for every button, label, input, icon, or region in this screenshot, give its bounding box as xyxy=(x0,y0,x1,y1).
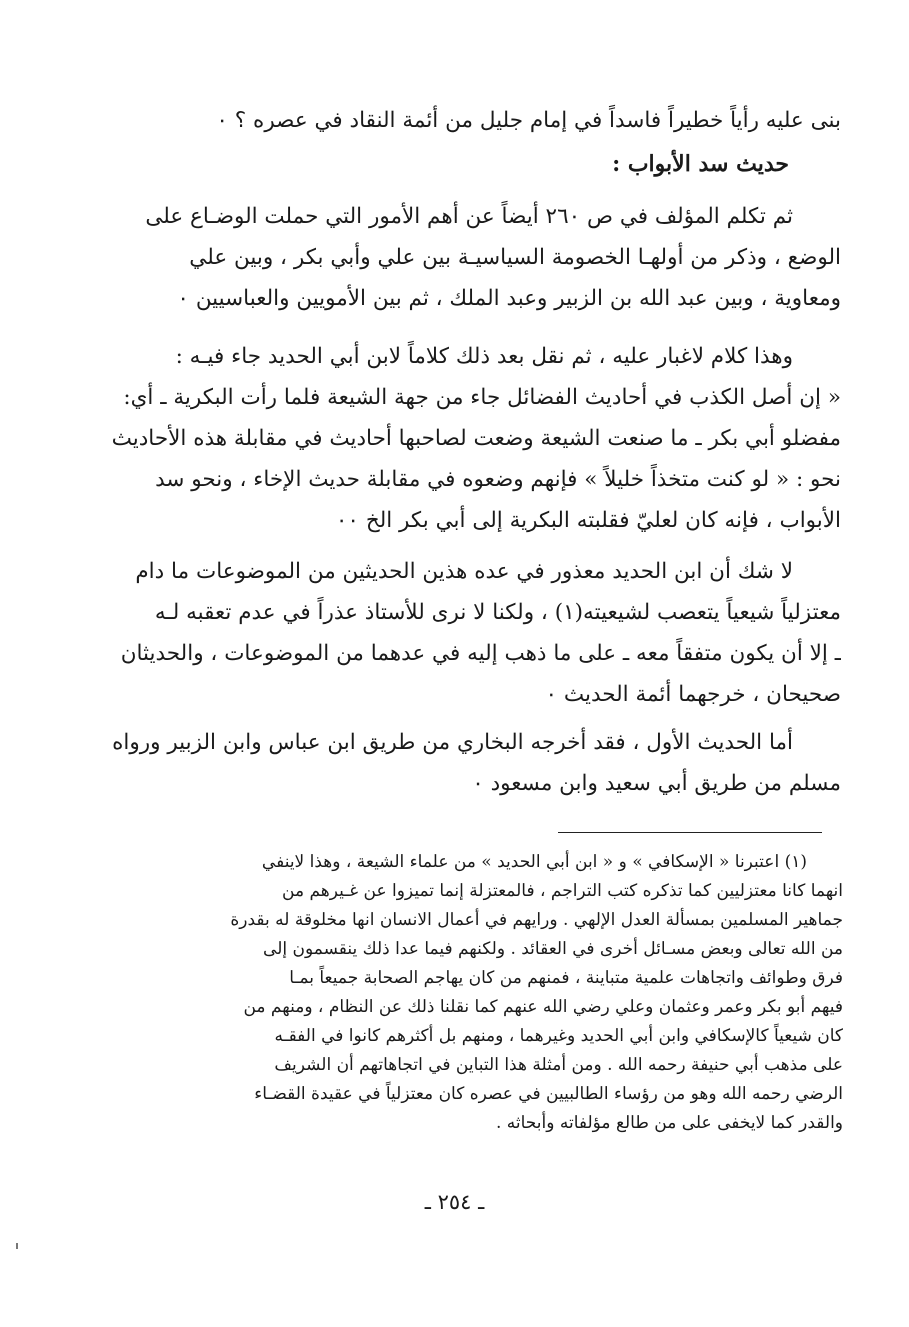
text-line: ومعاوية ، وبين عبد الله بن الزبير وعبد الملك ، ثم بين الأمويين والعباسيين ٠ xyxy=(177,286,841,311)
text-line: مسلم من طريق أبي سعيد وابن مسعود ٠ xyxy=(472,771,841,796)
paragraph-1 xyxy=(89,196,841,319)
footnote-line: والقدر كما لايخفى على من طالع مؤلفاته وأبحاثه . xyxy=(495,1113,843,1133)
text-line: الأبواب ، فإنه كان لعليّ فقلبته البكرية إلى أبي بكر الخ ٠٠ xyxy=(335,508,841,533)
footnote-line: الرضي رحمه الله وهو من رؤساء الطالبيين في عصره كان معتزلياً في عقيدة القضـاء xyxy=(254,1084,843,1104)
text-line: نحو : « لو كنت متخذاً خليلاً » فإنهم وضعوه في مقابلة حديث الإخاء ، ونحو سد xyxy=(155,467,841,492)
text-line: لا شك أن ابن الحديد معذور في عده هذين الحديثين من الموضوعات ما دام xyxy=(135,559,793,584)
text-line: ثم تكلم المؤلف في ص ٢٦٠ أيضاً عن أهم الأمور التي حملت الوضـاع على xyxy=(145,204,793,229)
text-line: بنى عليه رأياً خطيراً فاسداً في إمام جليل من أئمة النقاد في عصره ؟ ٠ xyxy=(216,108,841,133)
footnote-separator xyxy=(558,832,822,833)
text-line: الوضع ، وذكر من أولهـا الخصومة السياسيـة بين علي وأبي بكر ، وبين علي xyxy=(189,245,841,270)
footnote-line: فيهم أبو بكر وعمر وعثمان وعلي رضي الله عنهم كما نقلنا ذلك عن النظام ، ومنهم من xyxy=(243,997,843,1017)
footnote-line: انهما كانا معتزليين كما تذكره كتب التراجم ، فالمعتزلة إنما تميزوا عن غـيرهم من xyxy=(282,881,843,901)
footnote-line: جماهير المسلمين بمسألة العدل الإلهي . ورايهم في أعمال الانسان انها مخلوقة له بقدرة xyxy=(230,910,843,930)
text-line: أما الحديث الأول ، فقد أخرجه البخاري من طريق ابن عباس وابن الزبير ورواه xyxy=(112,730,793,755)
footnote-line: على مذهب أبي حنيفة رحمه الله . ومن أمثلة هذا التباين في اتجاهاتهم أن الشريف xyxy=(274,1055,843,1075)
text-line: صحيحان ، خرجهما أئمة الحديث ٠ xyxy=(545,682,841,707)
paragraph-3 xyxy=(89,551,841,715)
footnote-line: (١) اعتبرنا « الإسكافي » و « ابن أبي الحديد » من علماء الشيعة ، وهذا لاينفي xyxy=(261,852,807,872)
text-line: وهذا كلام لاغبار عليه ، ثم نقل بعد ذلك كلاماً لابن أبي الحديد جاء فيـه : xyxy=(175,344,793,369)
scan-speck xyxy=(16,1243,18,1249)
section-heading: حديث سد الأبواب : xyxy=(612,151,789,177)
footnote xyxy=(87,848,843,1138)
text-line: « إن أصل الكذب في أحاديث الفضائل جاء من جهة الشيعة فلما رأت البكرية ـ أي: xyxy=(123,385,841,410)
paragraph-4 xyxy=(89,722,841,804)
paragraph-2 xyxy=(89,336,841,541)
intro-paragraph xyxy=(93,100,841,141)
text-line: ـ إلا أن يكون متفقاً معه ـ على ما ذهب إليه في عدهما من الموضوعات ، والحديثان xyxy=(120,641,841,666)
footnote-line: كان شيعياً كالإسكافي وابن أبي الحديد وغيرهما ، ومنهم بل أكثرهم كانوا في الفقـه xyxy=(274,1026,843,1046)
page-number: ـ ٢٥٤ ـ xyxy=(424,1190,485,1214)
footnote-line: من الله تعالى وبعض مسـائل أخرى في العقائد . ولكنهم فيما عدا ذلك ينقسمون إلى xyxy=(263,939,843,959)
footnote-line: فرق وطوائف واتجاهات علمية متباينة ، فمنهم من كان يهاجم الصحابة جميعاً بمـا xyxy=(289,968,843,988)
text-line: مفضلو أبي بكر ـ ما صنعت الشيعة وضعت لصاحبها أحاديث في مقابلة هذه الأحاديث xyxy=(111,426,841,451)
text-line: معتزلياً شيعياً يتعصب لشيعيته(١) ، ولكنا لا نرى للأستاذ عذراً في عدم تعقبه لـه xyxy=(154,600,841,625)
